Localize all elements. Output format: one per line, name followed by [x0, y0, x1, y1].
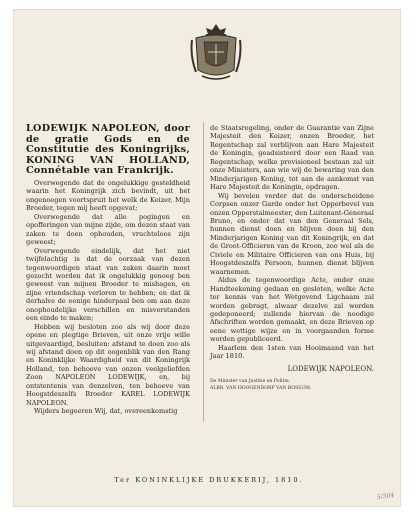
proclamation-title: LODEWIJK NAPOLEON, door de gratie Gods en de Constitutie des Koningrijks, KONING VAN HOLLAND, Connétable van Frankrijk.	[26, 123, 190, 177]
royal-coat-of-arms-icon	[190, 22, 242, 82]
left-column	[26, 124, 190, 416]
column-divider	[203, 122, 204, 422]
proclamation-sheet	[14, 10, 400, 506]
printer-imprint: Ter KONINKLIJKE DRUKKERIJ, 1810.	[114, 476, 304, 484]
archive-mark: 5/304	[376, 491, 395, 502]
paragraph: Overwegende eindelijk, dat het niet twijfelachtig is dat de oorzaak van dezen tegenwoordigen staat van zaken daarin moet gezocht worden dat ik ongelukkig genoeg ben geweest van mijnen Broeder te mishagen, en zijne vriendschap verloren te hebben; en dat ik derhalve de eenige hinderpaal ben om aan deze onophoudelijke verschillen en misverstanden een einde te maken;	[26, 246, 190, 323]
paragraph: Hebben wij besloten zoo als wij door deze opene en plegtige Brieven, uit onze vrije wille uitgevaardigd, besluiten: afstand te doen zoo als wij afstand doen op dit oogenblik van den Rang en Koninklijke Waardigheid van dit Koningrijk Holland, ten behoeve van onzen veelgeliefden Zoon NAPOLEON LODEWIJK, en, bij ontstentenis van denzelven, ten behoeve van Hoogstdeszelfs Broeder KAREL LODEWIJK NAPOLEON.	[26, 322, 190, 407]
countersign-title: De Minister van Justitie en Politie,	[210, 379, 291, 385]
paragraph: de Staatsregeling, onder de Guarantie van Zijne Majesteit den Keizer, onzen Broeder, het Regentschap zal verblijven aan Hare Majesteit de Koningin, geadsisteerd door een Raad van Regentschap, welke provisioneel bestaan zal uit onze Ministers, aan wie wij de bewaring van den Minderjarigen Koning, tot aan de aankomst van Hare Majesteit de Koningin, opdragen.	[210, 124, 374, 192]
paragraph: Wij bevelen verder dat de onderscheidene Corpsen onzer Garde onder het Opperbevel van onzen Opperstalmeester, den Luitenant-Generaal Bruno, en onder dat van den Generaal Sels, hunnen dienst doen en blijven doen bij den Minderjarigen Koning van dit Koningrijk, en dat de Groot-Officieren van de Kroon, zoo wel als de Civiele en Militaire Officieren van ons Huis, bij Hoogstdeszelfs Persoon, hunnen dienst blijven waarnemen.	[210, 191, 374, 276]
paragraph: Overwegende dat de ongelukkige gesteldheid waarin het Koningrijk zich bevindt, uit het ongenoegen voortspruit het welk de Keizer, Mijn Broeder, tegen mij heeft opgevat;	[26, 178, 190, 213]
paragraph: Overwegende dat alle pogingen en opofferingen van mijne zijde, om dezen staat van zaken te doen ophouden, vruchteloos zijn geweest;	[26, 212, 190, 247]
date-line: Haarlem den 1sten van Hooimaand van het Jaar 1810.	[210, 343, 374, 361]
paragraph: Aldus de tegenwoordige Acte, onder onze Handteekening gedaan en gesloten, welke Acte ter kennis van het Wetgevend Ligchaam zal worden gebragt, alwaar dezelve zal worden gedeponeerd; zullende hiervan de noodige Afschriften worden gemaakt, en deze Brieven op eene wettige wijze en in voorgaanden forme worden gepubliceerd.	[210, 276, 374, 344]
royal-signature: LODEWIJK NAPOLEON.	[287, 364, 374, 373]
paragraph: Wijders begeeren Wij, dat, overeenkomstig	[34, 407, 178, 416]
countersign-name: ALBR. VAN HOOGENDORP VAN BOSSUM.	[210, 386, 312, 392]
right-column	[210, 124, 374, 392]
